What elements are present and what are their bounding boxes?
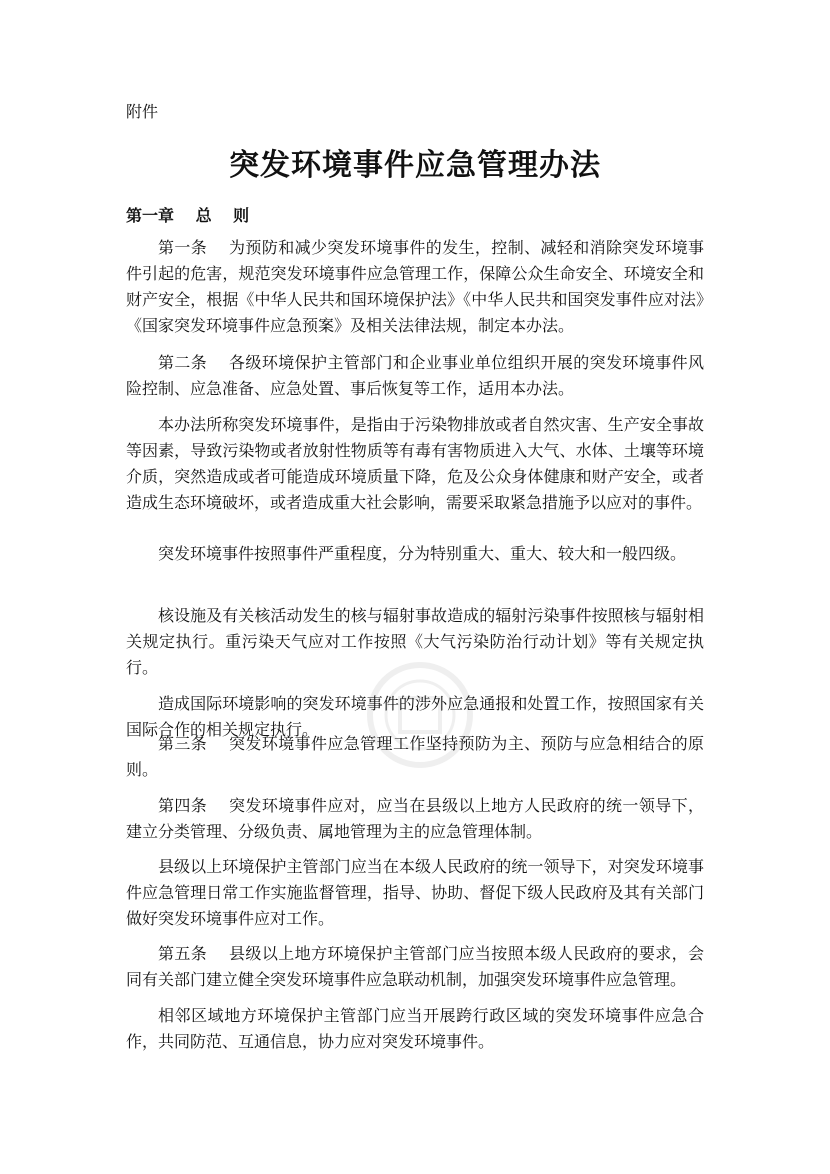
paragraph-nuclear-radiation: 核设施及有关核活动发生的核与辐射事故造成的辐射污染事件按照核与辐射相关规定执行。重污染天气应对工作按照《大气污染防治行动计划》等有关规定执行。: [126, 606, 704, 677]
paragraph-severity-levels: 突发环境事件按照事件严重程度，分为特别重大、重大、较大和一般四级。: [158, 544, 687, 563]
paragraph-county-supervision: 县级以上环境保护主管部门应当在本级人民政府的统一领导下，对突发环境事件应急管理日常工作实施监督管理，指导、协助、督促下级人民政府及其有关部门做好突发环境事件应对工作。: [126, 857, 704, 928]
paragraph-regional-cooperation: 相邻区域地方环境保护主管部门应当开展跨行政区域的突发环境事件应急合作，共同防范、互通信息，协力应对突发环境事件。: [126, 1006, 704, 1051]
paragraph-article-5: 第五条 县级以上地方环境保护主管部门应当按照本级人民政府的要求，会同有关部门建立健全突发环境事件应急联动机制，加强突发环境事件应急管理。: [126, 944, 704, 989]
attachment-label: 附件: [126, 102, 159, 121]
paragraph-article-1: 第一条 为预防和减少突发环境事件的发生，控制、减轻和消除突发环境事件引起的危害，规范突发环境事件应急管理工作，保障公众生命安全、环境安全和财产安全，根据《中华人民共和国环境保护法》《中华人民共和国突发事件应对法》《国家突发环境事件应急预案》及相关法律法规，制定本办法。: [126, 238, 704, 335]
paragraph-definition: 本办法所称突发环境事件，是指由于污染物排放或者自然灾害、生产安全事故等因素，导致污染物或者放射性物质等有毒有害物质进入大气、水体、土壤等环境介质，突然造成或者可能造成环境质量下降，危及公众身体健康和财产安全，或者造成生态环境破坏，或者造成重大社会影响，需要采取紧急措施予以应对的事件。: [126, 415, 704, 512]
chapter-heading: 第一章 总 则: [126, 206, 250, 225]
document-title: 突发环境事件应急管理办法: [229, 148, 601, 183]
paragraph-article-3: 第三条 突发环境事件应急管理工作坚持预防为主、预防与应急相结合的原则。: [126, 734, 704, 779]
paragraph-article-2: 第二条 各级环境保护主管部门和企业事业单位组织开展的突发环境事件风险控制、应急准备、应急处置、事后恢复等工作，适用本办法。: [126, 353, 704, 398]
paragraph-international: 造成国际环境影响的突发环境事件的涉外应急通报和处置工作，按照国家有关国际合作的相关规定执行。: [126, 694, 704, 739]
paragraph-article-4: 第四条 突发环境事件应对，应当在县级以上地方人民政府的统一领导下，建立分类管理、分级负责、属地管理为主的应急管理体制。: [126, 796, 704, 841]
